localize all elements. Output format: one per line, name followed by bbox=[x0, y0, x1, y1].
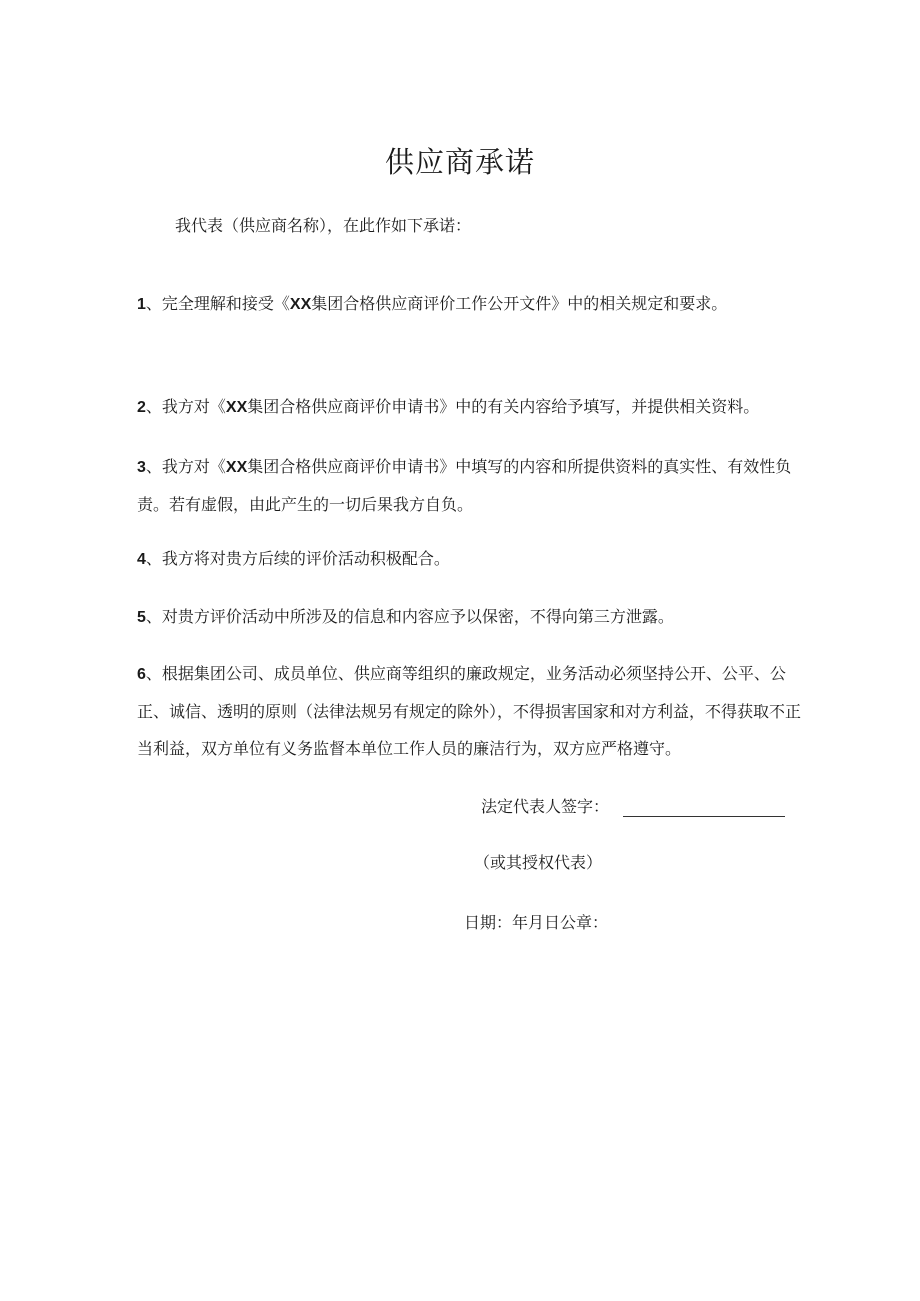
commitment-item-3 bbox=[137, 448, 802, 523]
date-seal-row: 日期：年月日公章： bbox=[464, 913, 609, 932]
item-number: 2 bbox=[137, 399, 146, 416]
item-text-post: 集团合格供应商评价申请书》中填写的内容和所提供资料的真实性、有效性负责。若有虚假，由此产生的一切后果我方自负。 bbox=[137, 457, 792, 514]
signature-row bbox=[481, 794, 785, 817]
item-text-post: 集团合格供应商评价申请书》中的有关内容给予填写，并提供相关资料。 bbox=[247, 397, 760, 416]
authorized-representative: （或其授权代表） bbox=[474, 853, 603, 872]
document-title: 供应商承诺 bbox=[384, 145, 535, 179]
item-number: 4 bbox=[137, 551, 146, 568]
item-text-bold: XX bbox=[225, 459, 248, 476]
signature-line[interactable] bbox=[623, 798, 785, 817]
commitment-item-1 bbox=[137, 280, 802, 328]
item-text-pre: 、我方对《 bbox=[145, 457, 226, 476]
item-text: 、对贵方评价活动中所涉及的信息和内容应予以保密，不得向第三方泄露。 bbox=[145, 607, 674, 626]
item-text-post: 集团合格供应商评价工作公开文件》中的相关规定和要求。 bbox=[311, 294, 728, 313]
item-text-bold: XX bbox=[225, 399, 248, 416]
item-text-pre: 、完全理解和接受《 bbox=[145, 294, 290, 313]
commitment-item-2 bbox=[137, 388, 802, 426]
commitment-item-5 bbox=[137, 598, 802, 636]
item-text: 、我方将对贵方后续的评价活动积极配合。 bbox=[145, 549, 450, 568]
intro-paragraph: 我代表（供应商名称），在此作如下承诺： bbox=[175, 216, 472, 235]
signature-label: 法定代表人签字： bbox=[481, 797, 610, 816]
item-number: 5 bbox=[137, 609, 146, 626]
item-text-bold: XX bbox=[289, 296, 312, 313]
item-number: 3 bbox=[137, 459, 146, 476]
item-text: 、根据集团公司、成员单位、供应商等组织的廉政规定，业务活动必须坚持公开、公平、公正、诚信、透明的原则（法律法规另有规定的除外），不得损害国家和对方利益，不得获取不正当利益，双方单位有义务监督本单位工作人员的廉洁行为，双方应严格遵守。 bbox=[137, 664, 802, 758]
item-text-pre: 、我方对《 bbox=[145, 397, 226, 416]
commitment-item-6 bbox=[137, 655, 802, 767]
commitment-item-4 bbox=[137, 540, 802, 578]
item-number: 1 bbox=[137, 296, 146, 313]
item-number: 6 bbox=[137, 666, 146, 683]
